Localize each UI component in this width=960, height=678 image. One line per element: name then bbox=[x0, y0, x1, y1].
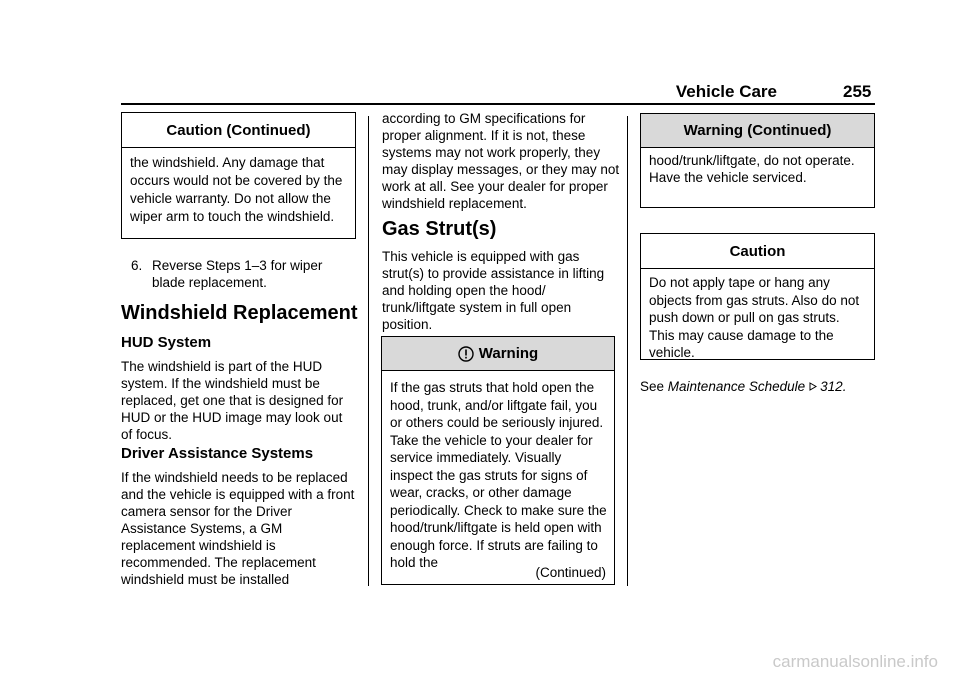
gas-strut-warning-title: Warning bbox=[478, 345, 539, 362]
gas-strut-caution-title: Caution bbox=[641, 234, 874, 269]
caution-continued-body: the windshield. Any damage that occurs would not be covered by the vehicle warranty. Do not allow the wiper arm to touch the windshield. bbox=[130, 155, 343, 224]
see-maintenance-reference bbox=[640, 378, 846, 395]
caution-continued-box bbox=[121, 112, 356, 239]
reference-suffix: . bbox=[842, 379, 847, 394]
gas-struts-heading: Gas Strut(s) bbox=[382, 218, 497, 240]
warning-continued-box bbox=[640, 113, 875, 208]
page-number: 255 bbox=[843, 82, 872, 101]
driver-assistance-body: If the windshield needs to be replaced and the vehicle is equipped with a front camera sensor for the Driver Assistance Systems, a GM replacement windshield is recommended. The replacement windshield must be installed bbox=[121, 470, 355, 587]
gas-strut-caution-body: Do not apply tape or hang any objects from gas struts. Also do not push down or pull on gas struts. This may cause damage to the vehicle. bbox=[649, 275, 860, 360]
column-divider-2 bbox=[627, 116, 628, 586]
gas-strut-warning-header bbox=[382, 337, 614, 371]
gas-strut-warning-box bbox=[381, 336, 615, 585]
alignment-continued-text: according to GM specifications for proper alignment. If it is not, these systems may not work properly, they may display messages, or they may not work at all. See your dealer for proper windshield replacement. bbox=[382, 111, 620, 211]
gas-strut-warning-body: If the gas struts that hold open the hood, trunk, and/or liftgate fail, you or others could be seriously injured. Take the vehicle to your dealer for service immediately. Visually inspect the gas struts for signs of wear, cracks, or other damage periodically. Check to make sure the hood/trunk/liftgate is held open with enough force. If struts are failing to hold the bbox=[390, 380, 607, 570]
warning-continued-title: Warning (Continued) bbox=[641, 114, 874, 148]
page-ref-icon bbox=[809, 382, 817, 391]
continued-label: (Continued) bbox=[535, 565, 606, 580]
warning-continued-body: hood/trunk/liftgate, do not operate. Have the vehicle serviced. bbox=[649, 153, 855, 185]
caution-continued-title: Caution (Continued) bbox=[122, 113, 355, 148]
driver-assistance-heading: Driver Assistance Systems bbox=[121, 445, 314, 462]
column-divider-1 bbox=[368, 116, 369, 586]
page-header-title: Vehicle Care bbox=[675, 82, 777, 101]
step-text: Reverse Steps 1–3 for wiper blade replacement. bbox=[152, 258, 323, 290]
header-rule bbox=[121, 103, 875, 105]
gas-struts-intro: This vehicle is equipped with gas strut(s) to provide assistance in lifting and holding open the hood/ trunk/liftgate system in full open position. bbox=[382, 249, 605, 332]
see-prefix: See bbox=[640, 379, 665, 394]
maintenance-schedule-link[interactable]: Maintenance Schedule bbox=[667, 379, 806, 394]
step-number: 6. bbox=[131, 258, 143, 273]
warning-symbol-icon bbox=[458, 346, 474, 362]
reference-page-number[interactable]: 312 bbox=[820, 379, 843, 394]
hud-system-heading: HUD System bbox=[121, 334, 212, 351]
windshield-replacement-heading: Windshield Replacement bbox=[121, 302, 358, 324]
gas-strut-caution-box bbox=[640, 233, 875, 360]
footer-watermark: carmanualsonline.info bbox=[772, 652, 938, 671]
hud-system-body: The windshield is part of the HUD system. If the windshield must be replaced, get one that is designed for HUD or the HUD image may look out of focus. bbox=[121, 359, 344, 442]
